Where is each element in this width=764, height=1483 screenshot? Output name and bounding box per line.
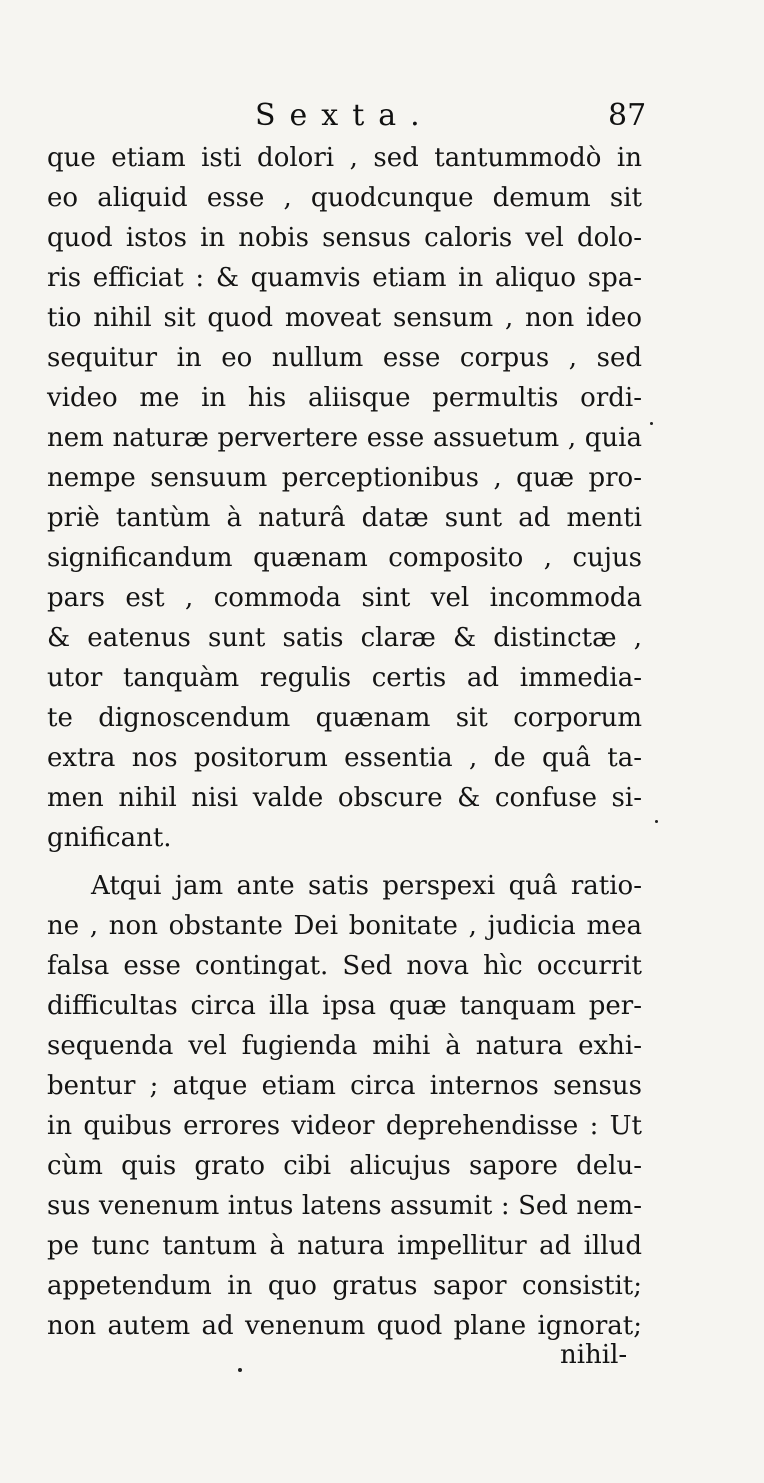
text-line: nem naturæ pervertere esse assuetum , quia bbox=[47, 423, 642, 453]
text-line: extra nos positorum essentia , de quâ ta- bbox=[47, 743, 642, 773]
text-line: eo aliquid esse , quodcunque demum sit bbox=[47, 183, 642, 213]
text-line: video me in his aliisque permultis ordi- bbox=[47, 383, 642, 413]
text-line: sequitur in eo nullum esse corpus , sed bbox=[47, 343, 642, 373]
text-line: men nihil nisi valde obscure & confuse si- bbox=[47, 783, 642, 813]
text-line: tio nihil sit quod moveat sensum , non ideo bbox=[47, 303, 642, 333]
page-number: 87 bbox=[608, 98, 647, 133]
running-title: Sexta. bbox=[255, 98, 434, 133]
text-line: ris efficiat : & quamvis etiam in aliquo spa- bbox=[47, 263, 642, 293]
paragraph-1 bbox=[47, 138, 642, 858]
text-line: pe tunc tantum à natura impellitur ad illud bbox=[47, 1231, 642, 1261]
text-line: falsa esse contingat. Sed nova hìc occurrit bbox=[47, 951, 642, 981]
text-line: pars est , commoda sint vel incommoda bbox=[47, 583, 642, 613]
text-line: gnificant. bbox=[47, 823, 172, 853]
paragraph-2 bbox=[47, 866, 642, 1346]
text-line: appetendum in quo gratus sapor consistit; bbox=[47, 1271, 642, 1301]
text-line: sequenda vel fugienda mihi à natura exhi- bbox=[47, 1031, 642, 1061]
text-line: priè tantùm à naturâ datæ sunt ad menti bbox=[47, 503, 642, 533]
text-line: quod istos in nobis sensus caloris vel dolo- bbox=[47, 223, 642, 253]
catchword: nihil- bbox=[560, 1340, 628, 1370]
ink-speck bbox=[238, 1368, 242, 1372]
text-line: utor tanquàm regulis certis ad immedia- bbox=[47, 663, 642, 693]
text-line: te dignoscendum quænam sit corporum bbox=[47, 703, 642, 733]
text-line: que etiam isti dolori , sed tantummodò in bbox=[47, 143, 642, 173]
text-line: bentur ; atque etiam circa internos sensus bbox=[47, 1071, 642, 1101]
paragraph-spacer bbox=[47, 858, 642, 866]
body-text bbox=[47, 138, 642, 1346]
text-line: significandum quænam composito , cujus bbox=[47, 543, 642, 573]
text-line: & eatenus sunt satis claræ & distinctæ , bbox=[47, 623, 642, 653]
ink-speck bbox=[655, 820, 658, 823]
text-line: difficultas circa illa ipsa quæ tanquam per- bbox=[47, 991, 642, 1021]
text-line: cùm quis grato cibi alicujus sapore delu- bbox=[47, 1151, 642, 1181]
ink-speck bbox=[650, 422, 653, 425]
text-line: in quibus errores videor deprehendisse : Ut bbox=[47, 1111, 642, 1141]
text-line: sus venenum intus latens assumit : Sed nem- bbox=[47, 1191, 642, 1221]
text-line: Atqui jam ante satis perspexi quâ ratio- bbox=[91, 871, 642, 901]
text-line: non autem ad venenum quod plane ignorat; bbox=[47, 1311, 642, 1341]
text-line: ne , non obstante Dei bonitate , judicia mea bbox=[47, 911, 642, 941]
text-line: nempe sensuum perceptionibus , quæ pro- bbox=[47, 463, 642, 493]
